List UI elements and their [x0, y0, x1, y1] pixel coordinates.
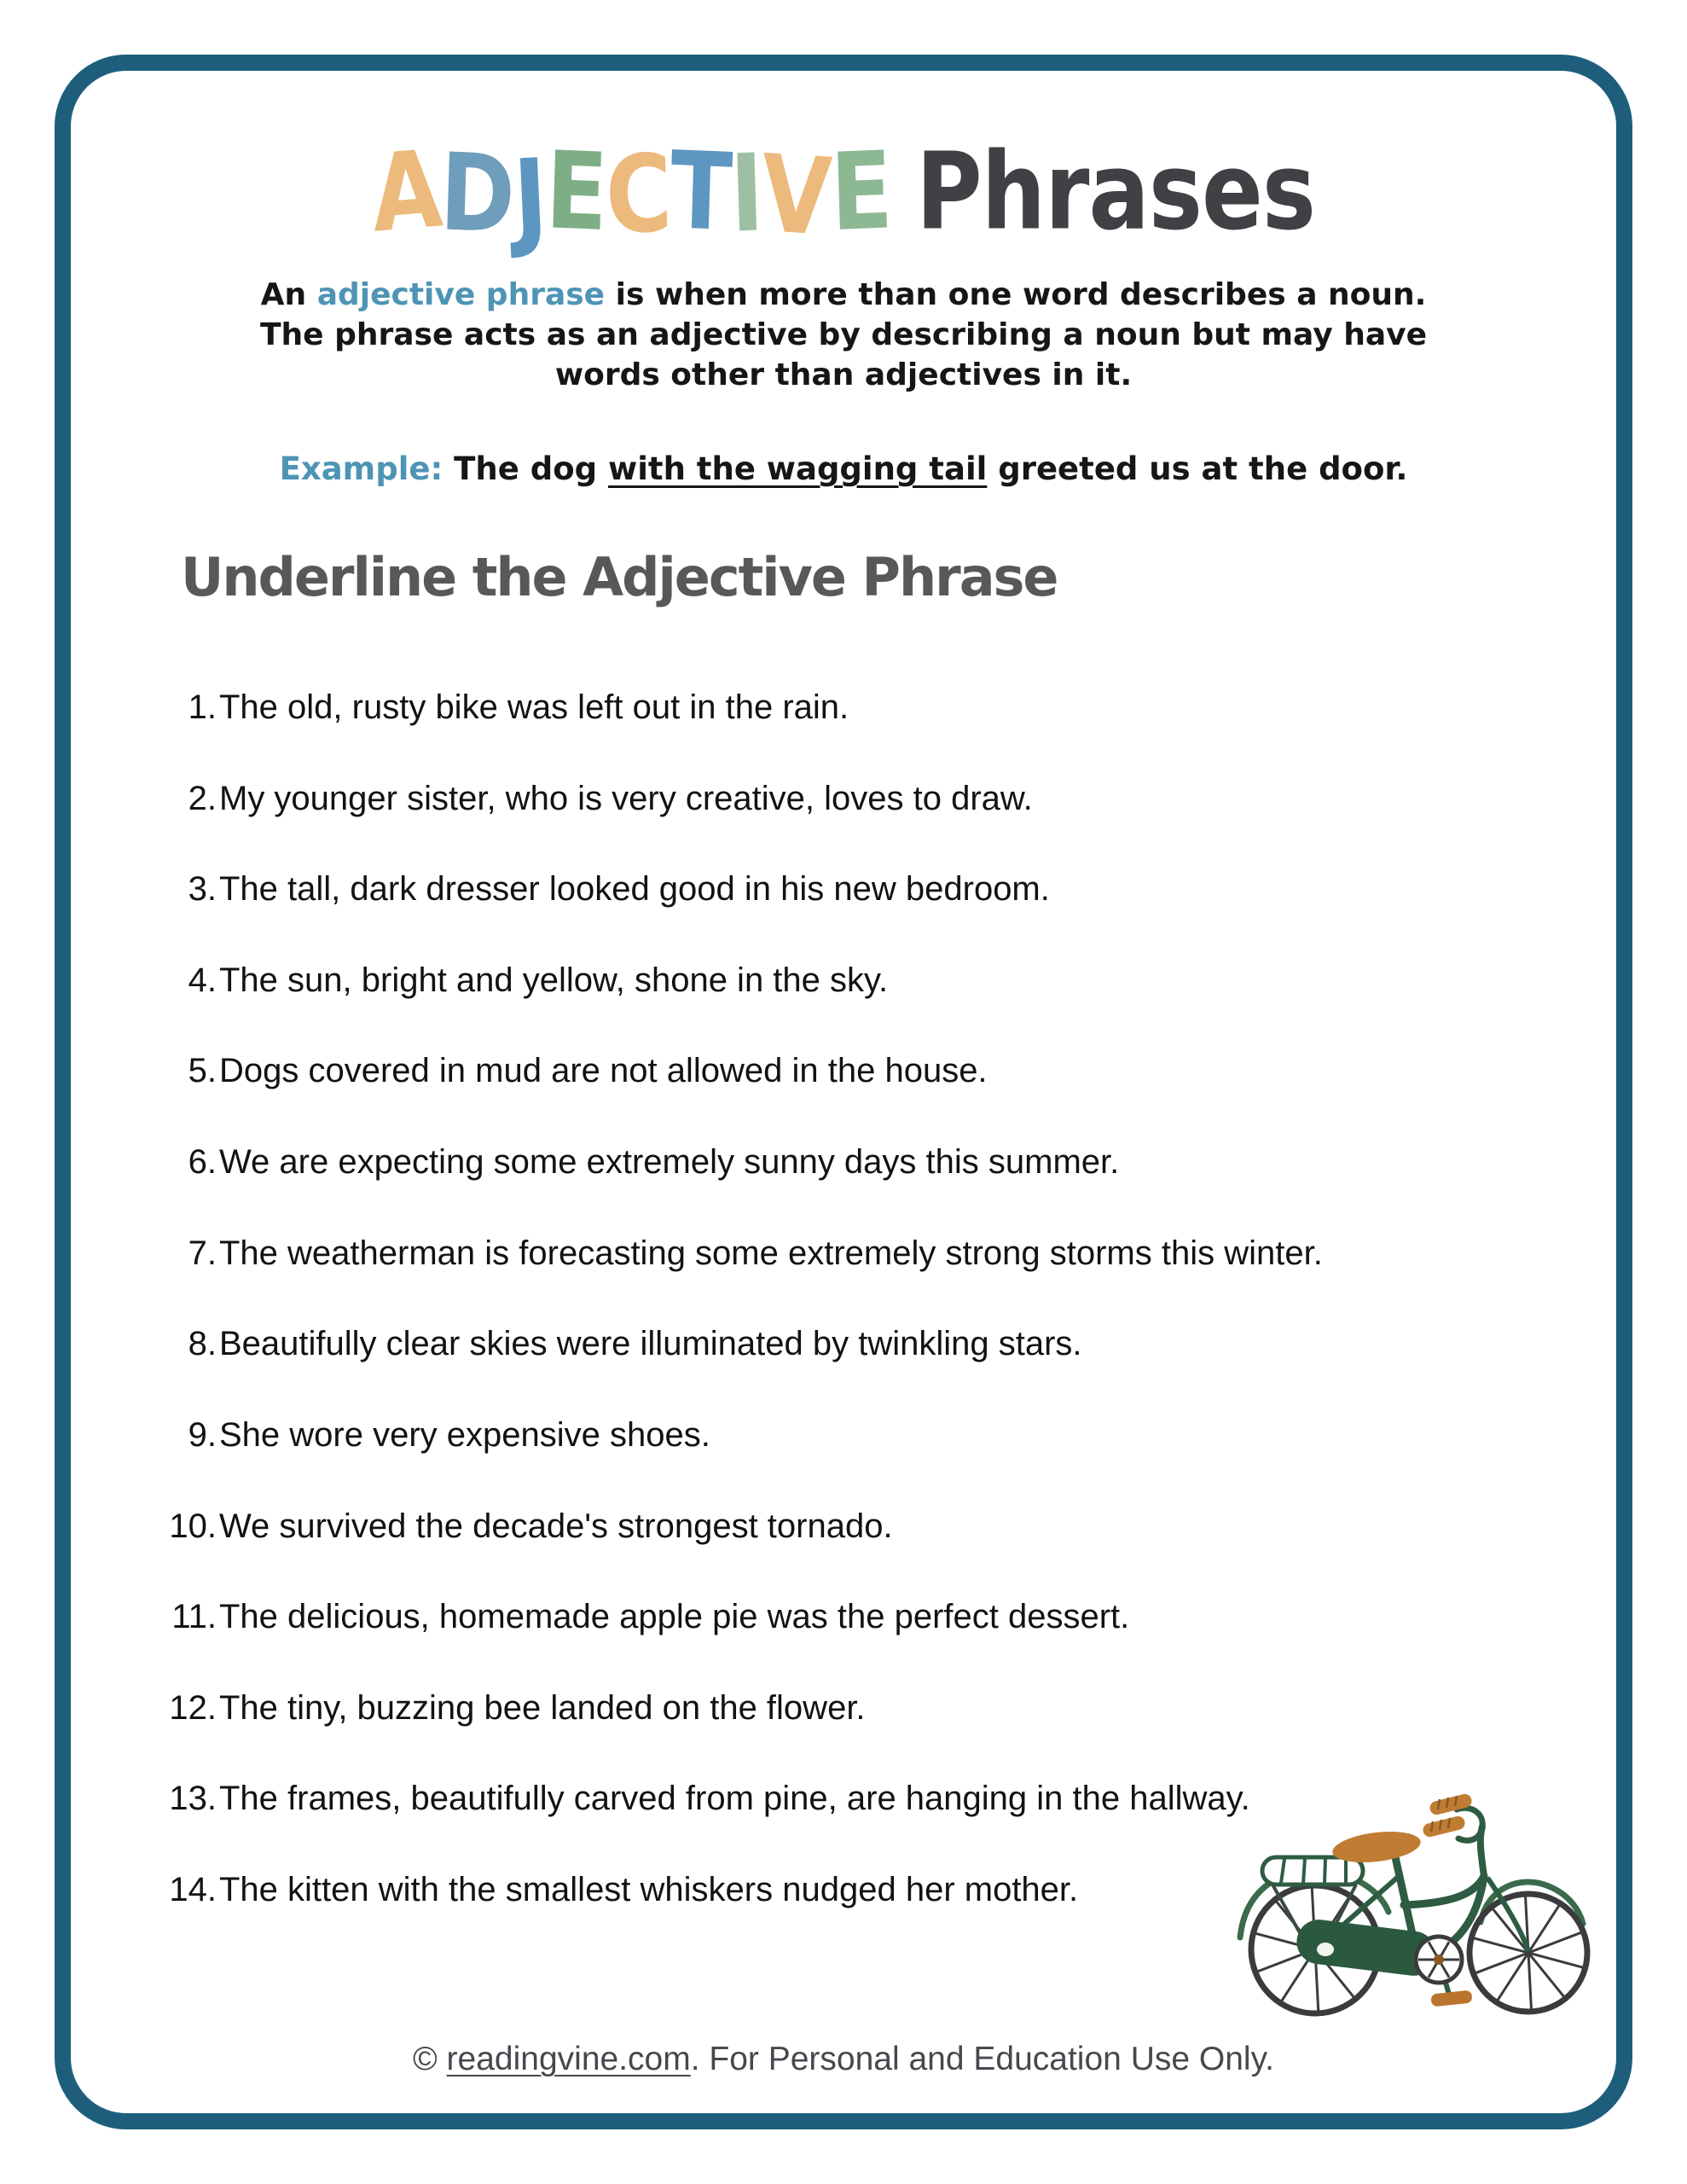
question-item: [162, 961, 1544, 1000]
question-text: Beautifully clear skies were illuminated by twinkling stars.: [219, 1325, 1082, 1362]
question-number: 9.: [188, 1416, 217, 1454]
title-letter: V: [759, 131, 833, 260]
question-text: My younger sister, who is very creative, loves to draw.: [219, 780, 1033, 817]
title-letter: C: [603, 131, 672, 258]
question-number: 13.: [169, 1780, 217, 1817]
page-title: [0, 126, 1687, 262]
question-item: [162, 780, 1544, 818]
question-item: [162, 1052, 1544, 1090]
example-underlined-phrase: with the wagging tail: [608, 450, 988, 487]
question-text: Dogs covered in mud are not allowed in the house.: [219, 1052, 988, 1089]
question-text: The sun, bright and yellow, shone in the sky.: [219, 961, 889, 999]
question-item: [162, 1143, 1544, 1182]
intro-text: An: [260, 277, 317, 312]
question-number: 14.: [169, 1871, 217, 1908]
question-text: The delicious, homemade apple pie was the perfect dessert.: [219, 1598, 1130, 1635]
title-letter: A: [368, 126, 444, 257]
question-text: The tiny, buzzing bee landed on the flower.: [219, 1689, 866, 1727]
question-text: The weatherman is forecasting some extremely strong storms this winter.: [219, 1234, 1323, 1272]
question-item: [162, 1507, 1544, 1546]
question-number: 1.: [188, 688, 217, 726]
footer-usage-note: . For Personal and Education Use Only.: [690, 2041, 1275, 2077]
question-text: The frames, beautifully carved from pine, are hanging in the hallway.: [219, 1780, 1250, 1817]
title-word-phrases: Phrases: [915, 130, 1315, 254]
example-line: [0, 450, 1687, 487]
question-text: The old, rusty bike was left out in the rain.: [219, 688, 849, 726]
question-text: We survived the decade's strongest tornado.: [219, 1507, 893, 1545]
title-letter: D: [438, 130, 516, 258]
question-item: [162, 1416, 1544, 1455]
question-text: The tall, dark dresser looked good in his new bedroom.: [219, 870, 1050, 908]
title-letter: T: [668, 128, 733, 255]
question-text: The kitten with the smallest whiskers nudged her mother.: [219, 1871, 1079, 1908]
example-label: Example:: [279, 450, 443, 487]
question-item: [162, 1689, 1544, 1728]
example-text-post: greeted us at the door.: [987, 450, 1408, 487]
question-item: [162, 870, 1544, 909]
footer-copyright: ©: [412, 2041, 447, 2077]
intro-paragraph: [0, 275, 1687, 395]
title-letter: E: [543, 128, 608, 255]
bicycle-illustration: [1228, 1779, 1603, 2035]
adjective-phrase-highlight: adjective phrase: [316, 277, 606, 312]
question-item: [162, 688, 1544, 727]
footer-link[interactable]: readingvine.com: [446, 2041, 691, 2077]
title-letter: I: [728, 131, 764, 257]
footer-text: [0, 2041, 1687, 2078]
section-heading: Underline the Adjective Phrase: [181, 546, 1058, 608]
question-number: 3.: [188, 870, 217, 908]
intro-text: is when more than one word describes a noun.: [605, 277, 1427, 312]
intro-line-3: words other than adjectives in it.: [554, 357, 1133, 392]
question-number: 12.: [169, 1689, 217, 1727]
intro-line-2: The phrase acts as an adjective by describing a noun but may have: [259, 317, 1428, 352]
question-number: 5.: [188, 1052, 217, 1089]
question-number: 11.: [171, 1598, 217, 1635]
question-text: She wore very expensive shoes.: [219, 1416, 710, 1454]
question-number: 10.: [169, 1507, 217, 1545]
example-text-pre: The dog: [443, 450, 609, 487]
question-item: [162, 1325, 1544, 1363]
question-number: 7.: [188, 1234, 217, 1272]
question-number: 8.: [188, 1325, 217, 1362]
question-number: 4.: [188, 961, 217, 999]
title-letter: J: [511, 136, 549, 262]
question-number: 2.: [188, 780, 217, 817]
intro-line-1: [0, 275, 1687, 315]
question-item: [162, 1598, 1544, 1636]
question-item: [162, 1234, 1544, 1273]
title-letter: E: [828, 128, 893, 255]
question-number: 6.: [188, 1143, 217, 1181]
question-text: We are expecting some extremely sunny days this summer.: [219, 1143, 1120, 1181]
